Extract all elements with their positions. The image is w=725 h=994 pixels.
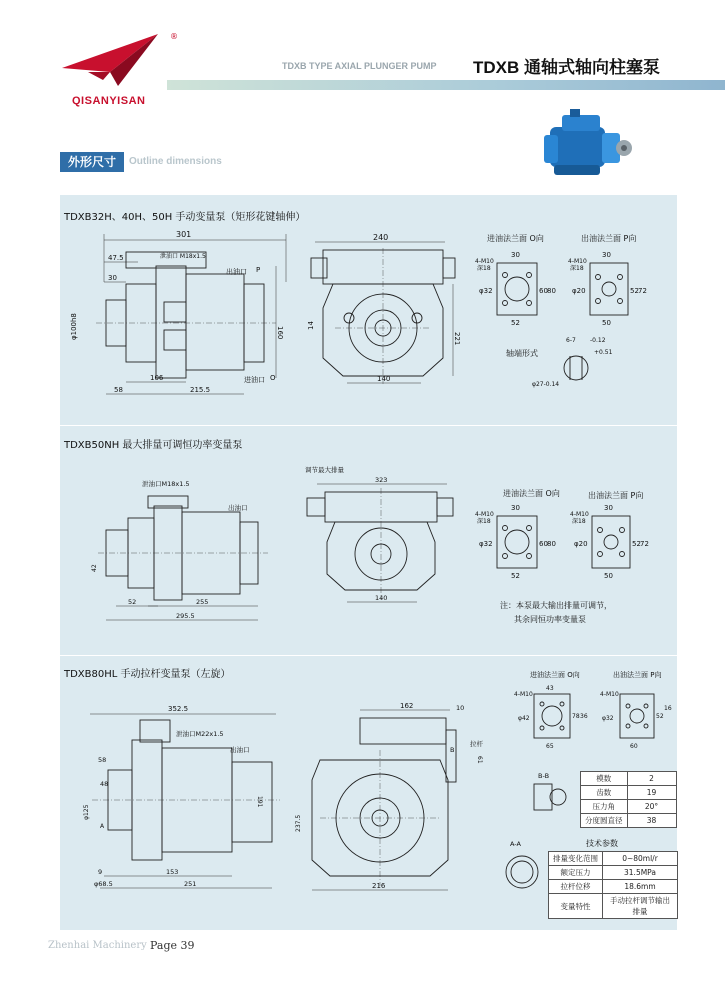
dim3-10: 10 xyxy=(456,704,465,712)
drawing2-max-disp-label: 调节最大排量 xyxy=(305,466,344,474)
spline-value: 38 xyxy=(627,814,676,828)
drawing3-lever-label: 拉杆 xyxy=(470,740,483,748)
dim-160: 160 xyxy=(276,326,284,340)
dim-58: 58 xyxy=(114,386,123,394)
dim2-255: 255 xyxy=(196,598,209,606)
panel-divider xyxy=(60,655,677,656)
header-title-en: TDXB TYPE AXIAL PLUNGER PUMP xyxy=(282,61,437,71)
table-row xyxy=(549,852,678,866)
spline-value: 19 xyxy=(627,786,676,800)
section-title-cn: 外形尺寸 xyxy=(60,152,124,172)
d3-out-phi32: φ32 xyxy=(602,715,614,722)
drawing3-front-view xyxy=(290,700,490,900)
d1-out-50: 50 xyxy=(602,319,611,327)
dim3-phi68-5: φ68.5 xyxy=(94,880,113,888)
footer-page-label: Page xyxy=(150,939,178,952)
d2-inlet-flange xyxy=(475,498,555,583)
drawing3-title: TDXB80HL 手动拉杆变量泵（左旋） xyxy=(64,669,231,680)
d3-inlet-flange xyxy=(510,680,590,755)
spline-key: 压力角 xyxy=(581,800,628,814)
d3-out-16: 16 xyxy=(664,705,672,712)
d2-inlet-flange-title: 进油法兰面 O向 xyxy=(503,489,560,498)
spline-value: 2 xyxy=(627,772,676,786)
d1-in-52: 52 xyxy=(511,319,520,327)
d3-inlet-flange-title: 进油法兰面 O向 xyxy=(530,671,580,679)
d3-section-bb-label: B-B xyxy=(538,772,550,780)
table-row xyxy=(581,814,677,828)
dim-221: 221 xyxy=(453,332,461,346)
tech-value: 31.5MPa xyxy=(603,866,678,880)
d1-outlet-flange-title: 出油法兰面 P向 xyxy=(581,234,637,243)
d1-out-52: 52 xyxy=(630,287,639,295)
spline-value: 20° xyxy=(627,800,676,814)
dim2-140: 140 xyxy=(375,594,388,602)
table-row xyxy=(581,772,677,786)
drawing2-front-view xyxy=(295,462,465,612)
dim2-295-5: 295.5 xyxy=(176,612,195,620)
tech-table xyxy=(548,851,678,919)
d3-in-36: 36 xyxy=(580,713,588,720)
drawing2-note-2: 其余同恒功率变量泵 xyxy=(514,615,586,624)
pump-photo xyxy=(540,105,635,185)
d2-out-thread: 4-M10 xyxy=(570,511,589,518)
d3-outlet-flange-title: 出油法兰面 P向 xyxy=(613,671,662,679)
dim-30: 30 xyxy=(108,274,117,282)
d2-in-52: 52 xyxy=(511,572,520,580)
footer-page-number: 39 xyxy=(180,939,195,952)
d1-inlet-flange-title: 进油法兰面 O向 xyxy=(487,234,544,243)
d1-shaft-title: 轴端形式 xyxy=(506,349,538,358)
table-row xyxy=(549,880,678,894)
tech-value: 18.6mm xyxy=(603,880,678,894)
d1-shaft-tol2: +0.51 xyxy=(594,349,613,356)
d3-out-thread: 4-M10 xyxy=(600,691,619,698)
d3-in-78: 78 xyxy=(572,713,580,720)
spline-key: 齿数 xyxy=(581,786,628,800)
table-row xyxy=(549,866,678,880)
tech-key: 额定压力 xyxy=(549,866,603,880)
d2-out-72: 72 xyxy=(640,540,649,548)
dim3-251: 251 xyxy=(184,880,197,888)
d2-in-80: 80 xyxy=(547,540,556,548)
d2-outlet-flange-title: 出油法兰面 P向 xyxy=(588,491,644,500)
dim3-153: 153 xyxy=(166,868,179,876)
dim3-61: 61 xyxy=(476,756,483,764)
d2-in-phi32: φ32 xyxy=(479,540,493,548)
tech-key: 拉杆位移 xyxy=(549,880,603,894)
d2-in-thread: 4-M10 xyxy=(475,511,494,518)
header-bar xyxy=(167,80,725,90)
dim-14: 14 xyxy=(307,321,315,330)
d2-in-depth: 深18 xyxy=(477,518,491,525)
d2-outlet-flange xyxy=(570,498,650,583)
dim3-237-5: 237.5 xyxy=(295,814,302,832)
table-row xyxy=(581,786,677,800)
dim3-9: 9 xyxy=(98,868,103,876)
tech-value: 0~80ml/r xyxy=(603,852,678,866)
spline-table xyxy=(580,771,677,828)
drawing1-o-label: O xyxy=(270,374,276,382)
drawing1-p-label: P xyxy=(256,266,261,274)
d2-out-30: 30 xyxy=(604,504,613,512)
drawing2-drain-label: 泄油口M18x1.5 xyxy=(142,480,190,488)
registered-mark: ® xyxy=(170,32,178,41)
drawing2-outlet-label: 出油口 xyxy=(228,504,248,512)
dim2-42: 42 xyxy=(91,564,98,572)
d1-out-depth: 深18 xyxy=(570,265,584,272)
d3-section-aa-label: A-A xyxy=(510,840,521,848)
drawing2-side-view xyxy=(88,470,273,630)
dim3-162: 162 xyxy=(400,702,414,710)
dim-140: 140 xyxy=(377,375,391,383)
drawing1-outlet-label: 出油口 xyxy=(226,268,247,276)
d1-in-60: 60 xyxy=(539,287,548,295)
d2-out-52: 52 xyxy=(632,540,641,548)
drawing3-drain-label: 泄油口M22x1.5 xyxy=(176,730,224,738)
dim-240: 240 xyxy=(373,233,389,242)
d1-in-phi32: φ32 xyxy=(479,287,493,295)
spline-key: 分度圆直径 xyxy=(581,814,628,828)
table-row xyxy=(581,800,677,814)
d1-in-thread: 4-M10 xyxy=(475,258,494,265)
d1-in-30: 30 xyxy=(511,251,520,259)
d1-out-thread: 4-M10 xyxy=(568,258,587,265)
dim2-323: 323 xyxy=(375,476,388,484)
dim-215-5: 215.5 xyxy=(190,386,211,394)
dim-106: 106 xyxy=(150,374,164,382)
dim3-phi125: φ125 xyxy=(83,804,90,820)
drawing3-a-label: A xyxy=(100,823,105,830)
d1-shaft-end xyxy=(500,330,620,390)
drawing3-side-view xyxy=(80,700,285,900)
d3-in-65: 65 xyxy=(546,743,554,750)
header-title-cn: TDXB 通轴式轴向柱塞泵 xyxy=(473,58,660,77)
dim-phi100h8: φ100h8 xyxy=(70,313,78,340)
dim3-216: 216 xyxy=(372,882,386,890)
d2-out-50: 50 xyxy=(604,572,613,580)
d3-in-phi42: φ42 xyxy=(518,715,530,722)
d3-in-43: 43 xyxy=(546,685,554,692)
dim3-191: 191 xyxy=(256,796,263,808)
d2-in-30: 30 xyxy=(511,504,520,512)
drawing1-title: TDXB32H、40H、50H 手动变量泵（矩形花键轴伸） xyxy=(64,212,306,223)
tech-table-title: 技术参数 xyxy=(586,839,618,848)
d3-out-60: 60 xyxy=(630,743,638,750)
panel-divider xyxy=(60,425,677,426)
d1-inlet-flange xyxy=(475,245,555,330)
footer-company: Zhenhai Machinery xyxy=(48,940,147,951)
d2-out-phi20: φ20 xyxy=(574,540,588,548)
drawing2-note-1: 注：本泵最大输出排量可调节， xyxy=(500,601,612,610)
d2-out-depth: 深18 xyxy=(572,518,586,525)
d1-in-depth: 深18 xyxy=(477,265,491,272)
spline-key: 模数 xyxy=(581,772,628,786)
d3-outlet-flange xyxy=(596,680,676,755)
d2-in-60: 60 xyxy=(539,540,548,548)
dim3-58: 58 xyxy=(98,756,107,764)
d3-out-52: 52 xyxy=(656,713,664,720)
drawing3-outlet-label: 出油口 xyxy=(230,746,250,754)
d3-section-aa xyxy=(496,838,546,898)
table-row xyxy=(549,894,678,919)
dim-47-5: 47.5 xyxy=(108,254,124,262)
d1-shaft-spline: 6-7 xyxy=(566,337,576,344)
d1-out-30: 30 xyxy=(602,251,611,259)
drawing2-title: TDXB50NH 最大排量可调恒功率变量泵 xyxy=(64,440,243,451)
drawing1-drain-label: 泄油口 M18x1.5 xyxy=(160,253,206,260)
d1-in-80: 80 xyxy=(547,287,556,295)
d1-out-phi20: φ20 xyxy=(572,287,586,295)
dim3-352-5: 352.5 xyxy=(168,705,189,713)
d1-outlet-flange xyxy=(568,245,648,330)
drawing3-b-label: B xyxy=(450,746,455,754)
dim-301: 301 xyxy=(176,230,192,239)
d1-shaft-tol1: -0.12 xyxy=(590,337,606,344)
section-title-en: Outline dimensions xyxy=(129,156,222,167)
dim3-48: 48 xyxy=(100,780,109,788)
d1-shaft-dia: φ27-0.14 xyxy=(532,381,560,388)
footer-page xyxy=(150,939,195,952)
d1-out-72: 72 xyxy=(638,287,647,295)
dim2-52: 52 xyxy=(128,598,137,606)
drawing1-side-view xyxy=(66,222,296,412)
brand-name: QISANYISAN xyxy=(72,95,146,107)
tech-key: 排量变化范围 xyxy=(549,852,603,866)
drawing1-inlet-label: 进油口 xyxy=(244,376,265,384)
tech-key: 变量特性 xyxy=(549,894,603,919)
d3-section-bb xyxy=(520,770,580,820)
tech-value: 手动拉杆调节输出排量 xyxy=(603,894,678,919)
d3-in-thread: 4-M10 xyxy=(514,691,533,698)
drawing1-front-view xyxy=(305,228,465,398)
